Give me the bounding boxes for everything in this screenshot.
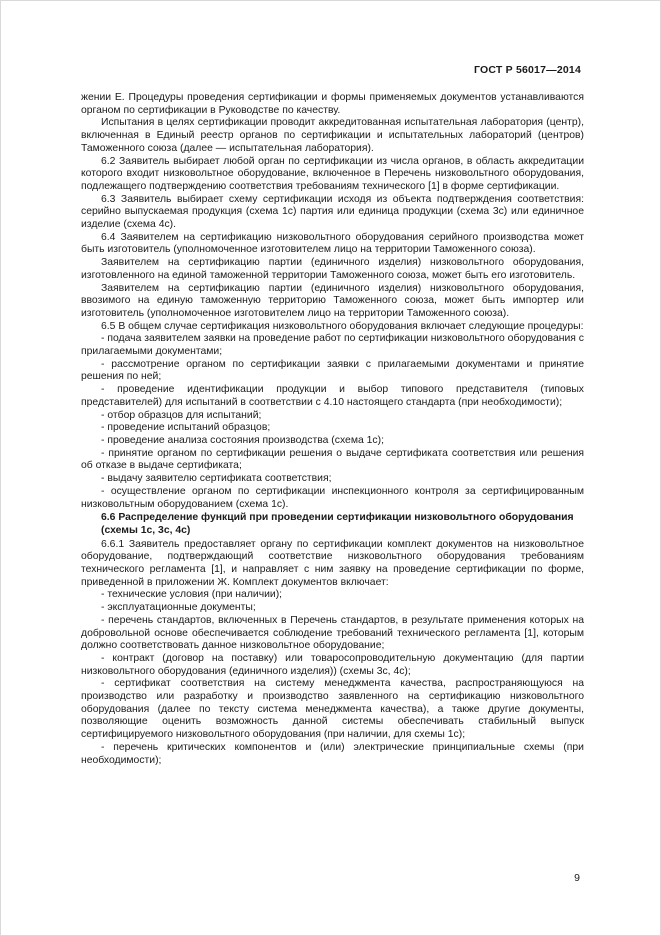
paragraph: - проведение идентификации продукции и выбор типового представителя (типовых представителей) для испытаний в соответствии с 4.10 настоящего стандарта (при необходимости); <box>81 384 584 408</box>
paragraph: 6.2 Заявитель выбирает любой орган по сертификации из числа органов, в область аккредитации которого входит низковольтное оборудование, включенное в Перечень низковольтного оборудования, подлежащего подтверждению соответствия требованиям технического [1] в форме сертификации. <box>81 155 584 192</box>
paragraph: Заявителем на сертификацию партии (единичного изделия) низковольтного оборудования, изготовленного на единой таможенной территории Таможенного союза, может быть его изготовитель. <box>81 257 584 281</box>
paragraph: - проведение анализа состояния производства (схема 1с); <box>101 434 384 446</box>
paragraph: 6.4 Заявителем на сертификацию низковольтного оборудования серийного производства может быть изготовитель (уполномоченное изготовителем лицо на территории Таможенного союза). <box>81 231 584 256</box>
paragraph: - технические условия (при наличии); <box>101 589 283 601</box>
paragraph: 6.6.1 Заявитель предоставляет органу по сертификации комплект документов на низковольтное оборудование, подтверждающий соответствие низковольтного оборудования требованиям технического регламента [1], и направляет с ним заявку на проведение сертификации по форме, приведенной в приложении Ж. Комплект документов включает: <box>81 538 584 588</box>
paragraph: - эксплуатационные документы; <box>101 602 256 614</box>
paragraph: - подача заявителем заявки на проведение работ по сертификации низковольтного оборудования с прилагаемыми документами; <box>81 333 584 358</box>
paragraph: - отбор образцов для испытаний; <box>101 409 262 421</box>
paragraph: - принятие органом по сертификации решения о выдаче сертификата соответствия или решения об отказе в выдаче сертификата; <box>81 447 584 472</box>
page-number: 9 <box>574 872 580 884</box>
paragraph: - проведение испытаний образцов; <box>101 422 271 434</box>
paragraph: - перечень критических компонентов и (или) электрические принципиальные схемы (при необходимости); <box>81 741 584 766</box>
paragraph: - выдачу заявителю сертификата соответствия; <box>101 473 332 485</box>
paragraph: Испытания в целях сертификации проводит аккредитованная испытательная лаборатория (центр), включенная в Единый реестр органов по сертификации и испытательных лабораторий (центров) Таможенного союза (далее — испытательная лаборатория). <box>81 117 584 154</box>
paragraph: жении Е. Процедуры проведения сертификации и формы применяемых документов устанавливаются органом по сертификации в Руководстве по качеству. <box>81 92 584 116</box>
document-body <box>81 92 584 767</box>
section-heading: 6.6 Распределение функций при проведении сертификации низковольтного оборудования (схемы 1с, 3с, 4с) <box>101 512 574 536</box>
paragraph: Заявителем на сертификацию партии (единичного изделия) низковольтного оборудования, ввозимого на единую таможенную территорию Таможенного союза, может быть импортер или изготовитель (уполномоченное изготовителем лицо на территории Таможенного союза). <box>81 282 584 319</box>
paragraph: 6.5 В общем случае сертификация низковольтного оборудования включает следующие процедуры: <box>101 320 584 332</box>
paragraph: - контракт (договор на поставку) или товаросопроводительную документацию (для партии низковольтного оборудования (единичного изделия)) (схемы 3с, 4с); <box>81 652 584 677</box>
document-number: ГОСТ Р 56017—2014 <box>473 64 581 76</box>
paragraph: - рассмотрение органом по сертификации заявки с прилагаемыми документами и принятие решения по ней; <box>81 358 584 383</box>
paragraph: - осуществление органом по сертификации инспекционного контроля за сертифицированным низковольтным оборудованием (схема 1с). <box>81 485 584 510</box>
paragraph: - сертификат соответствия на систему менеджмента качества, распространяющуюся на производство или разработку и производство заявленного на сертификацию низковольтного оборудования (далее по тексту система менеджмента качества), а также другие документы, позволяющие оценить возможность данной системы обеспечивать стабильный выпуск сертифицируемого низковольтного оборудования (при наличии, для схемы 1с); <box>81 678 584 741</box>
paragraph: - перечень стандартов, включенных в Перечень стандартов, в результате применения которых на добровольной основе обеспечивается соблюдение требований технического регламента [1], которым должно соответствовать данное низковольтное оборудование; <box>81 614 584 652</box>
paragraph: 6.3 Заявитель выбирает схему сертификации исходя из объекта подтверждения соответствия: серийно выпускаемая продукция (схема 1с) партия или единица продукции (схема 3с) или единичное изделие (схема 4с). <box>81 193 584 231</box>
